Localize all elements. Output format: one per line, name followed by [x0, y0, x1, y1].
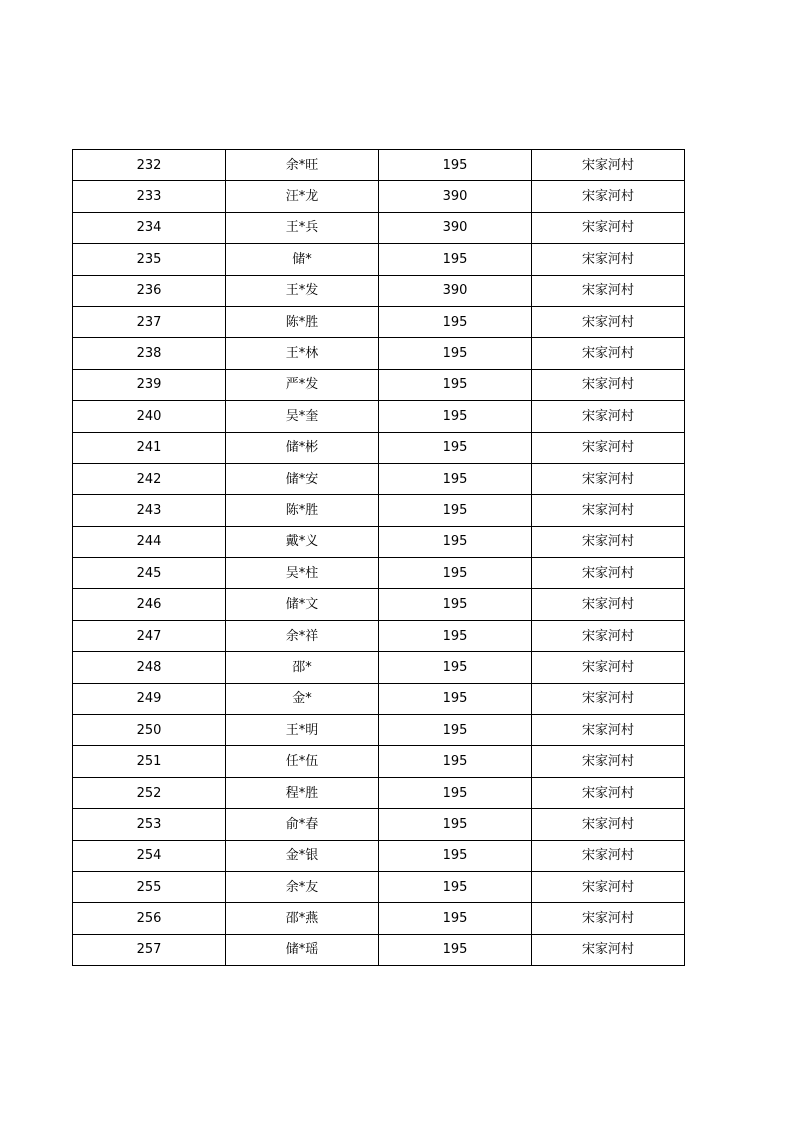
name-cell: 任*伍	[226, 746, 379, 777]
index-cell: 236	[73, 275, 226, 306]
amount-cell: 195	[379, 777, 532, 808]
table-row	[73, 871, 685, 902]
index-cell: 252	[73, 777, 226, 808]
village-cell: 宋家河村	[532, 369, 685, 400]
name-cell: 程*胜	[226, 777, 379, 808]
name-cell: 王*林	[226, 338, 379, 369]
village-cell: 宋家河村	[532, 401, 685, 432]
index-cell: 243	[73, 495, 226, 526]
village-cell: 宋家河村	[532, 432, 685, 463]
table-row	[73, 306, 685, 337]
table-row	[73, 369, 685, 400]
village-cell: 宋家河村	[532, 746, 685, 777]
village-cell: 宋家河村	[532, 181, 685, 212]
village-cell: 宋家河村	[532, 777, 685, 808]
name-cell: 王*明	[226, 715, 379, 746]
table-row	[73, 934, 685, 965]
index-cell: 239	[73, 369, 226, 400]
amount-cell: 390	[379, 275, 532, 306]
amount-cell: 195	[379, 463, 532, 494]
index-cell: 251	[73, 746, 226, 777]
village-cell: 宋家河村	[532, 275, 685, 306]
index-cell: 253	[73, 809, 226, 840]
table-row	[73, 715, 685, 746]
name-cell: 余*祥	[226, 620, 379, 651]
amount-cell: 195	[379, 903, 532, 934]
table-row	[73, 526, 685, 557]
village-cell: 宋家河村	[532, 463, 685, 494]
village-cell: 宋家河村	[532, 809, 685, 840]
amount-cell: 195	[379, 369, 532, 400]
name-cell: 王*发	[226, 275, 379, 306]
village-cell: 宋家河村	[532, 558, 685, 589]
village-cell: 宋家河村	[532, 306, 685, 337]
table-row	[73, 840, 685, 871]
index-cell: 250	[73, 715, 226, 746]
name-cell: 金*	[226, 683, 379, 714]
table-row	[73, 589, 685, 620]
village-cell: 宋家河村	[532, 683, 685, 714]
name-cell: 余*旺	[226, 150, 379, 181]
index-cell: 233	[73, 181, 226, 212]
amount-cell: 195	[379, 715, 532, 746]
village-cell: 宋家河村	[532, 526, 685, 557]
village-cell: 宋家河村	[532, 652, 685, 683]
village-cell: 宋家河村	[532, 715, 685, 746]
table-row	[73, 432, 685, 463]
amount-cell: 390	[379, 181, 532, 212]
amount-cell: 195	[379, 526, 532, 557]
name-cell: 余*友	[226, 871, 379, 902]
amount-cell: 195	[379, 683, 532, 714]
table-row	[73, 903, 685, 934]
name-cell: 吴*柱	[226, 558, 379, 589]
amount-cell: 195	[379, 558, 532, 589]
table-row	[73, 746, 685, 777]
index-cell: 245	[73, 558, 226, 589]
name-cell: 汪*龙	[226, 181, 379, 212]
index-cell: 232	[73, 150, 226, 181]
village-cell: 宋家河村	[532, 150, 685, 181]
amount-cell: 195	[379, 306, 532, 337]
village-cell: 宋家河村	[532, 338, 685, 369]
table-row	[73, 495, 685, 526]
index-cell: 248	[73, 652, 226, 683]
index-cell: 246	[73, 589, 226, 620]
index-cell: 244	[73, 526, 226, 557]
amount-cell: 195	[379, 338, 532, 369]
table-row	[73, 463, 685, 494]
table-row	[73, 244, 685, 275]
index-cell: 235	[73, 244, 226, 275]
amount-cell: 195	[379, 432, 532, 463]
amount-cell: 195	[379, 934, 532, 965]
village-cell: 宋家河村	[532, 212, 685, 243]
name-cell: 储*瑶	[226, 934, 379, 965]
amount-cell: 195	[379, 871, 532, 902]
amount-cell: 195	[379, 620, 532, 651]
table-row	[73, 338, 685, 369]
amount-cell: 195	[379, 401, 532, 432]
amount-cell: 195	[379, 589, 532, 620]
name-cell: 俞*春	[226, 809, 379, 840]
name-cell: 戴*义	[226, 526, 379, 557]
index-cell: 254	[73, 840, 226, 871]
name-cell: 储*彬	[226, 432, 379, 463]
village-cell: 宋家河村	[532, 244, 685, 275]
data-table	[72, 149, 685, 966]
index-cell: 249	[73, 683, 226, 714]
index-cell: 238	[73, 338, 226, 369]
table-row	[73, 558, 685, 589]
table-row	[73, 809, 685, 840]
table-row	[73, 777, 685, 808]
name-cell: 邵*燕	[226, 903, 379, 934]
village-cell: 宋家河村	[532, 903, 685, 934]
table-row	[73, 620, 685, 651]
index-cell: 234	[73, 212, 226, 243]
table-row	[73, 401, 685, 432]
index-cell: 255	[73, 871, 226, 902]
village-cell: 宋家河村	[532, 871, 685, 902]
amount-cell: 195	[379, 746, 532, 777]
amount-cell: 195	[379, 244, 532, 275]
name-cell: 严*发	[226, 369, 379, 400]
table-row	[73, 212, 685, 243]
amount-cell: 195	[379, 840, 532, 871]
amount-cell: 195	[379, 150, 532, 181]
index-cell: 240	[73, 401, 226, 432]
name-cell: 邵*	[226, 652, 379, 683]
index-cell: 256	[73, 903, 226, 934]
village-cell: 宋家河村	[532, 620, 685, 651]
village-cell: 宋家河村	[532, 934, 685, 965]
table-row	[73, 150, 685, 181]
amount-cell: 390	[379, 212, 532, 243]
amount-cell: 195	[379, 809, 532, 840]
name-cell: 金*银	[226, 840, 379, 871]
name-cell: 王*兵	[226, 212, 379, 243]
table-body	[73, 150, 685, 966]
table-row	[73, 652, 685, 683]
table-row	[73, 683, 685, 714]
village-cell: 宋家河村	[532, 589, 685, 620]
name-cell: 吴*奎	[226, 401, 379, 432]
index-cell: 237	[73, 306, 226, 337]
village-cell: 宋家河村	[532, 840, 685, 871]
name-cell: 储*安	[226, 463, 379, 494]
amount-cell: 195	[379, 495, 532, 526]
table-row	[73, 181, 685, 212]
index-cell: 257	[73, 934, 226, 965]
index-cell: 247	[73, 620, 226, 651]
name-cell: 陈*胜	[226, 306, 379, 337]
table-row	[73, 275, 685, 306]
index-cell: 241	[73, 432, 226, 463]
name-cell: 陈*胜	[226, 495, 379, 526]
name-cell: 储*	[226, 244, 379, 275]
index-cell: 242	[73, 463, 226, 494]
name-cell: 储*文	[226, 589, 379, 620]
amount-cell: 195	[379, 652, 532, 683]
village-cell: 宋家河村	[532, 495, 685, 526]
